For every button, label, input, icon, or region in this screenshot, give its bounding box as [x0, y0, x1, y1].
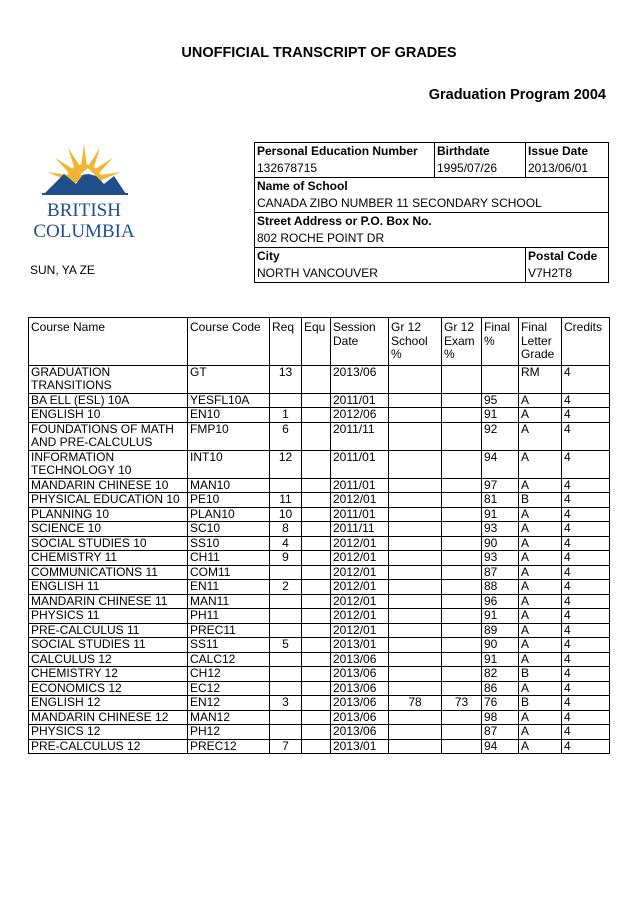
course-code-cell: EC12	[188, 681, 270, 696]
table-row	[29, 638, 610, 653]
table-row	[29, 681, 610, 696]
table-row	[29, 450, 610, 478]
header-final-percent: Final %	[482, 318, 519, 366]
req-cell	[270, 609, 302, 624]
course-name-cell: GRADUATION TRANSITIONS	[29, 365, 188, 393]
city-label: City	[255, 248, 526, 266]
req-cell	[270, 681, 302, 696]
equ-cell	[302, 536, 331, 551]
course-name-cell: MANDARIN CHINESE 12	[29, 710, 188, 725]
req-cell: 11	[270, 493, 302, 508]
exam-percent-cell	[442, 667, 482, 682]
req-cell	[270, 725, 302, 740]
postal-code-value: V7H2T8	[526, 265, 609, 283]
course-code-cell: EN10	[188, 408, 270, 423]
exam-percent-cell	[442, 551, 482, 566]
credits-cell: 4	[562, 450, 610, 478]
credits-cell: 4	[562, 652, 610, 667]
equ-cell	[302, 478, 331, 493]
equ-cell	[302, 393, 331, 408]
credits-cell: 4	[562, 478, 610, 493]
final-percent-cell: 92	[482, 422, 519, 450]
exam-percent-cell	[442, 522, 482, 537]
credits-cell: 4	[562, 696, 610, 711]
exam-percent-cell	[442, 565, 482, 580]
final-percent-cell: 76	[482, 696, 519, 711]
final-percent-cell: 98	[482, 710, 519, 725]
school-percent-cell	[389, 609, 442, 624]
school-label: Name of School	[255, 178, 609, 196]
course-name-cell: ENGLISH 12	[29, 696, 188, 711]
table-row	[29, 536, 610, 551]
letter-grade-cell: A	[519, 450, 562, 478]
letter-grade-cell: A	[519, 652, 562, 667]
credits-cell: 4	[562, 638, 610, 653]
credits-cell: 4	[562, 408, 610, 423]
course-code-cell: PH12	[188, 725, 270, 740]
course-name-cell: ECONOMICS 12	[29, 681, 188, 696]
exam-percent-cell	[442, 365, 482, 393]
exam-percent-cell	[442, 710, 482, 725]
header-session-date: Session Date	[331, 318, 389, 366]
equ-cell	[302, 580, 331, 595]
course-code-cell: PE10	[188, 493, 270, 508]
credits-cell: 4	[562, 609, 610, 624]
req-cell: 4	[270, 536, 302, 551]
letter-grade-cell: A	[519, 725, 562, 740]
postal-code-label: Postal Code	[526, 248, 609, 266]
school-percent-cell	[389, 652, 442, 667]
req-cell: 1	[270, 408, 302, 423]
school-percent-cell	[389, 667, 442, 682]
equ-cell	[302, 652, 331, 667]
equ-cell	[302, 739, 331, 754]
table-row	[29, 594, 610, 609]
session-date-cell: 2011/11	[331, 422, 389, 450]
credits-cell: 4	[562, 365, 610, 393]
session-date-cell: 2013/06	[331, 710, 389, 725]
course-code-cell: MAN12	[188, 710, 270, 725]
credits-cell: 4	[562, 393, 610, 408]
course-code-cell: FMP10	[188, 422, 270, 450]
session-date-cell: 2011/01	[331, 507, 389, 522]
course-code-cell: SS11	[188, 638, 270, 653]
credits-cell: 4	[562, 594, 610, 609]
final-percent-cell	[482, 365, 519, 393]
school-percent-cell	[389, 493, 442, 508]
exam-percent-cell: 73	[442, 696, 482, 711]
course-name-cell: ENGLISH 10	[29, 408, 188, 423]
req-cell: 7	[270, 739, 302, 754]
session-date-cell: 2011/01	[331, 393, 389, 408]
table-row	[29, 609, 610, 624]
session-date-cell: 2012/01	[331, 609, 389, 624]
equ-cell	[302, 623, 331, 638]
course-name-cell: INFORMATION TECHNOLOGY 10	[29, 450, 188, 478]
credits-cell: 4	[562, 493, 610, 508]
req-cell: 9	[270, 551, 302, 566]
table-row	[29, 652, 610, 667]
letter-grade-cell: A	[519, 408, 562, 423]
letter-grade-cell: A	[519, 594, 562, 609]
school-percent-cell: 78	[389, 696, 442, 711]
course-name-cell: CHEMISTRY 12	[29, 667, 188, 682]
table-row	[29, 493, 610, 508]
course-table-header	[29, 318, 610, 366]
exam-percent-cell	[442, 638, 482, 653]
final-percent-cell: 93	[482, 522, 519, 537]
letter-grade-cell: A	[519, 422, 562, 450]
equ-cell	[302, 493, 331, 508]
header-school-percent: Gr 12 School %	[389, 318, 442, 366]
school-percent-cell	[389, 507, 442, 522]
table-row	[29, 408, 610, 423]
session-date-cell: 2013/06	[331, 652, 389, 667]
final-percent-cell: 96	[482, 594, 519, 609]
exam-percent-cell	[442, 408, 482, 423]
pen-value: 132678715	[255, 160, 435, 178]
address-value: 802 ROCHE POINT DR	[255, 230, 609, 248]
credits-cell: 4	[562, 551, 610, 566]
course-name-cell: CALCULUS 12	[29, 652, 188, 667]
table-row	[29, 725, 610, 740]
req-cell: 5	[270, 638, 302, 653]
exam-percent-cell	[442, 536, 482, 551]
equ-cell	[302, 725, 331, 740]
table-row	[29, 365, 610, 393]
table-row	[29, 551, 610, 566]
final-percent-cell: 91	[482, 408, 519, 423]
final-percent-cell: 89	[482, 623, 519, 638]
school-percent-cell	[389, 623, 442, 638]
final-percent-cell: 86	[482, 681, 519, 696]
letter-grade-cell: A	[519, 565, 562, 580]
session-date-cell: 2013/06	[331, 696, 389, 711]
school-percent-cell	[389, 422, 442, 450]
final-percent-cell: 95	[482, 393, 519, 408]
req-cell: 8	[270, 522, 302, 537]
birthdate-value: 1995/07/26	[435, 160, 526, 178]
course-name-cell: PHYSICS 12	[29, 725, 188, 740]
final-percent-cell: 90	[482, 638, 519, 653]
final-percent-cell: 94	[482, 739, 519, 754]
credits-cell: 4	[562, 725, 610, 740]
letter-grade-cell: A	[519, 710, 562, 725]
credits-cell: 4	[562, 667, 610, 682]
req-cell	[270, 393, 302, 408]
session-date-cell: 2012/01	[331, 623, 389, 638]
equ-cell	[302, 450, 331, 478]
school-percent-cell	[389, 681, 442, 696]
school-percent-cell	[389, 450, 442, 478]
table-row	[29, 522, 610, 537]
header-course-code: Course Code	[188, 318, 270, 366]
final-percent-cell: 93	[482, 551, 519, 566]
course-code-cell: EN12	[188, 696, 270, 711]
school-percent-cell	[389, 638, 442, 653]
school-percent-cell	[389, 580, 442, 595]
equ-cell	[302, 667, 331, 682]
final-percent-cell: 81	[482, 493, 519, 508]
letter-grade-cell: A	[519, 638, 562, 653]
issue-date-label: Issue Date	[526, 143, 609, 161]
school-percent-cell	[389, 365, 442, 393]
exam-percent-cell	[442, 681, 482, 696]
course-code-cell: PH11	[188, 609, 270, 624]
credits-cell: 4	[562, 623, 610, 638]
equ-cell	[302, 710, 331, 725]
letter-grade-cell: B	[519, 493, 562, 508]
final-percent-cell: 82	[482, 667, 519, 682]
credits-cell: 4	[562, 507, 610, 522]
credits-cell: 4	[562, 422, 610, 450]
exam-percent-cell	[442, 739, 482, 754]
credits-cell: 4	[562, 739, 610, 754]
program-title: Graduation Program 2004	[428, 87, 606, 103]
school-percent-cell	[389, 551, 442, 566]
req-cell	[270, 565, 302, 580]
equ-cell	[302, 696, 331, 711]
course-name-cell: PLANNING 10	[29, 507, 188, 522]
course-name-cell: SOCIAL STUDIES 11	[29, 638, 188, 653]
letter-grade-cell: A	[519, 507, 562, 522]
header-letter-grade: Final Letter Grade	[519, 318, 562, 366]
final-percent-cell: 87	[482, 565, 519, 580]
course-table	[28, 317, 610, 754]
req-cell	[270, 478, 302, 493]
letter-grade-cell: A	[519, 609, 562, 624]
equ-cell	[302, 594, 331, 609]
course-name-cell: SCIENCE 10	[29, 522, 188, 537]
session-date-cell: 2013/01	[331, 638, 389, 653]
equ-cell	[302, 681, 331, 696]
session-date-cell: 2012/01	[331, 536, 389, 551]
table-row	[29, 478, 610, 493]
pen-label: Personal Education Number	[255, 143, 435, 161]
exam-percent-cell	[442, 478, 482, 493]
final-percent-cell: 87	[482, 725, 519, 740]
session-date-cell: 2012/01	[331, 493, 389, 508]
req-cell	[270, 594, 302, 609]
session-date-cell: 2011/11	[331, 522, 389, 537]
letter-grade-cell: A	[519, 478, 562, 493]
session-date-cell: 2011/01	[331, 478, 389, 493]
school-percent-cell	[389, 522, 442, 537]
exam-percent-cell	[442, 507, 482, 522]
session-date-cell: 2012/01	[331, 551, 389, 566]
course-code-cell: CH11	[188, 551, 270, 566]
header-equ: Equ	[302, 318, 331, 366]
course-code-cell: PLAN10	[188, 507, 270, 522]
session-date-cell: 2013/01	[331, 739, 389, 754]
student-info-table	[254, 142, 609, 283]
final-percent-cell: 97	[482, 478, 519, 493]
school-percent-cell	[389, 478, 442, 493]
course-name-cell: PRE-CALCULUS 12	[29, 739, 188, 754]
letter-grade-cell: A	[519, 681, 562, 696]
header-exam-percent: Gr 12 Exam %	[442, 318, 482, 366]
exam-percent-cell	[442, 594, 482, 609]
req-cell	[270, 652, 302, 667]
bc-logo	[26, 138, 142, 246]
exam-percent-cell	[442, 609, 482, 624]
letter-grade-cell: A	[519, 522, 562, 537]
table-row	[29, 667, 610, 682]
final-percent-cell: 91	[482, 507, 519, 522]
session-date-cell: 2013/06	[331, 667, 389, 682]
city-value: NORTH VANCOUVER	[255, 265, 526, 283]
final-percent-cell: 94	[482, 450, 519, 478]
course-name-cell: SOCIAL STUDIES 10	[29, 536, 188, 551]
exam-percent-cell	[442, 493, 482, 508]
school-percent-cell	[389, 408, 442, 423]
course-code-cell: PREC11	[188, 623, 270, 638]
student-name: SUN, YA ZE	[30, 263, 95, 277]
exam-percent-cell	[442, 580, 482, 595]
equ-cell	[302, 422, 331, 450]
req-cell	[270, 667, 302, 682]
credits-cell: 4	[562, 536, 610, 551]
req-cell	[270, 623, 302, 638]
equ-cell	[302, 551, 331, 566]
table-row	[29, 710, 610, 725]
req-cell: 6	[270, 422, 302, 450]
table-row	[29, 580, 610, 595]
credits-cell: 4	[562, 580, 610, 595]
equ-cell	[302, 408, 331, 423]
letter-grade-cell: A	[519, 551, 562, 566]
course-code-cell: EN11	[188, 580, 270, 595]
table-row	[29, 565, 610, 580]
final-percent-cell: 91	[482, 652, 519, 667]
table-row	[29, 623, 610, 638]
letter-grade-cell: B	[519, 696, 562, 711]
course-code-cell: INT10	[188, 450, 270, 478]
letter-grade-cell: A	[519, 739, 562, 754]
equ-cell	[302, 638, 331, 653]
course-name-cell: PHYSICAL EDUCATION 10	[29, 493, 188, 508]
letter-grade-cell: A	[519, 393, 562, 408]
equ-cell	[302, 522, 331, 537]
session-date-cell: 2013/06	[331, 365, 389, 393]
course-code-cell: MAN11	[188, 594, 270, 609]
req-cell: 12	[270, 450, 302, 478]
equ-cell	[302, 565, 331, 580]
course-name-cell: MANDARIN CHINESE 10	[29, 478, 188, 493]
req-cell: 10	[270, 507, 302, 522]
credits-cell: 4	[562, 710, 610, 725]
exam-percent-cell	[442, 422, 482, 450]
req-cell: 3	[270, 696, 302, 711]
course-name-cell: BA ELL (ESL) 10A	[29, 393, 188, 408]
school-percent-cell	[389, 565, 442, 580]
bc-logo-icon	[26, 138, 142, 246]
session-date-cell: 2013/06	[331, 725, 389, 740]
session-date-cell: 2012/01	[331, 565, 389, 580]
course-name-cell: CHEMISTRY 11	[29, 551, 188, 566]
table-row	[29, 739, 610, 754]
course-name-cell: FOUNDATIONS OF MATH AND PRE-CALCULUS	[29, 422, 188, 450]
school-percent-cell	[389, 739, 442, 754]
table-row	[29, 422, 610, 450]
course-code-cell: CALC12	[188, 652, 270, 667]
final-percent-cell: 90	[482, 536, 519, 551]
course-name-cell: ENGLISH 11	[29, 580, 188, 595]
equ-cell	[302, 507, 331, 522]
credits-cell: 4	[562, 681, 610, 696]
req-cell	[270, 710, 302, 725]
course-code-cell: CH12	[188, 667, 270, 682]
course-code-cell: COM11	[188, 565, 270, 580]
issue-date-value: 2013/06/01	[526, 160, 609, 178]
school-percent-cell	[389, 710, 442, 725]
school-value: CANADA ZIBO NUMBER 11 SECONDARY SCHOOL	[255, 195, 609, 213]
school-percent-cell	[389, 536, 442, 551]
course-name-cell: PHYSICS 11	[29, 609, 188, 624]
equ-cell	[302, 609, 331, 624]
exam-percent-cell	[442, 623, 482, 638]
session-date-cell: 2012/01	[331, 580, 389, 595]
equ-cell	[302, 365, 331, 393]
school-percent-cell	[389, 725, 442, 740]
course-code-cell: SC10	[188, 522, 270, 537]
course-code-cell: PREC12	[188, 739, 270, 754]
course-code-cell: GT	[188, 365, 270, 393]
final-percent-cell: 88	[482, 580, 519, 595]
letter-grade-cell: A	[519, 536, 562, 551]
course-code-cell: YESFL10A	[188, 393, 270, 408]
letter-grade-cell: RM	[519, 365, 562, 393]
course-code-cell: SS10	[188, 536, 270, 551]
letter-grade-cell: B	[519, 667, 562, 682]
course-code-cell: MAN10	[188, 478, 270, 493]
table-row	[29, 393, 610, 408]
req-cell: 2	[270, 580, 302, 595]
address-label: Street Address or P.O. Box No.	[255, 213, 609, 231]
session-date-cell: 2012/06	[331, 408, 389, 423]
course-name-cell: PRE-CALCULUS 11	[29, 623, 188, 638]
final-percent-cell: 91	[482, 609, 519, 624]
transcript-title: UNOFFICIAL TRANSCRIPT OF GRADES	[181, 45, 457, 61]
exam-percent-cell	[442, 652, 482, 667]
birthdate-label: Birthdate	[435, 143, 526, 161]
header-req: Req	[270, 318, 302, 366]
exam-percent-cell	[442, 450, 482, 478]
session-date-cell: 2012/01	[331, 594, 389, 609]
req-cell: 13	[270, 365, 302, 393]
session-date-cell: 2013/06	[331, 681, 389, 696]
course-name-cell: COMMUNICATIONS 11	[29, 565, 188, 580]
course-name-cell: MANDARIN CHINESE 11	[29, 594, 188, 609]
letter-grade-cell: A	[519, 623, 562, 638]
exam-percent-cell	[442, 393, 482, 408]
header-credits: Credits	[562, 318, 610, 366]
logo-line1: BRITISH	[47, 200, 121, 221]
session-date-cell: 2011/01	[331, 450, 389, 478]
table-row	[29, 696, 610, 711]
letter-grade-cell: A	[519, 580, 562, 595]
credits-cell: 4	[562, 565, 610, 580]
credits-cell: 4	[562, 522, 610, 537]
school-percent-cell	[389, 393, 442, 408]
logo-line2: COLUMBIA	[33, 221, 135, 242]
header-course-name: Course Name	[29, 318, 188, 366]
school-percent-cell	[389, 594, 442, 609]
exam-percent-cell	[442, 725, 482, 740]
table-row	[29, 507, 610, 522]
